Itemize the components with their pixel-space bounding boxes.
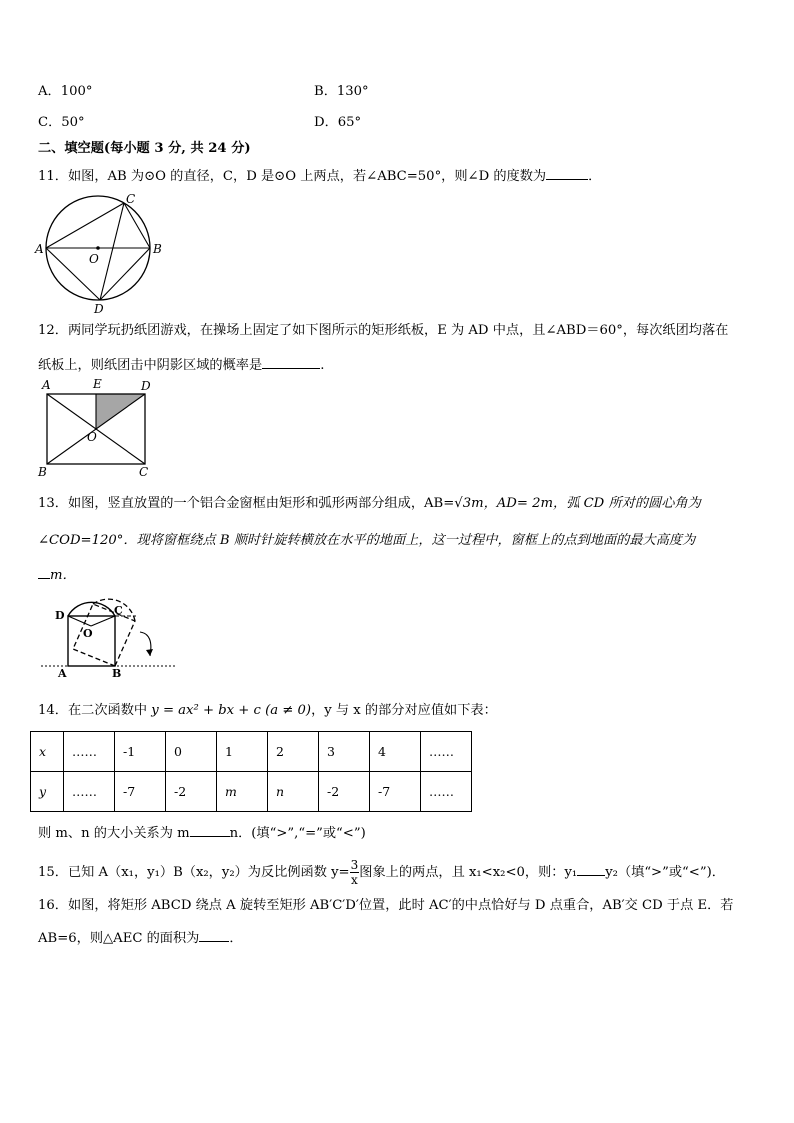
- q16-text: AB=6，则△AEC 的面积为: [38, 931, 200, 946]
- chord-bc: [124, 203, 150, 248]
- denominator: x: [351, 873, 358, 887]
- q11-text: 11．如图，AB 为⊙O 的直径，C，D 是⊙O 上两点，若∠ABC=50°，则∠D 的度数为: [38, 169, 547, 184]
- q14-text-a: 14．在二次函数中: [38, 703, 152, 718]
- q13-text-b: m，AD= 2m，弧 CD 所对的圆心角为: [471, 496, 701, 511]
- answer-blank: [546, 166, 588, 180]
- q14-text-b: ，y 与 x 的部分对应值如下表：: [311, 703, 497, 718]
- label-a: A: [42, 378, 51, 392]
- question-13-line3: [38, 565, 76, 585]
- question-12-line1: 12．两同学玩扔纸团游戏，在操场上固定了如下图所示的矩形纸板，E 为 AD 中点，且∠ABD＝60°，每次纸团均落在: [38, 323, 729, 338]
- q13-end: m．: [50, 568, 76, 583]
- q12-rectangle-figure: [34, 376, 159, 480]
- table-cell: ……: [421, 732, 472, 772]
- question-15: [38, 858, 725, 887]
- question-14: [38, 702, 497, 720]
- table-cell: ……: [64, 732, 115, 772]
- q15-text-c: y₂（填“>”或“<”)．: [605, 865, 725, 880]
- arrow-head: [146, 649, 153, 656]
- numerator: 3: [350, 858, 359, 872]
- table-cell: 0: [166, 732, 217, 772]
- answer-blank: [199, 928, 229, 942]
- label-e: E: [93, 377, 102, 391]
- label-d: D: [55, 609, 65, 622]
- section-title: 二、填空题(每小题 3 分, 共 24 分): [38, 141, 251, 156]
- table-cell: 1: [217, 732, 268, 772]
- table-cell: x: [31, 732, 64, 772]
- table-cell: -7: [115, 772, 166, 812]
- q14-after-a: 则 m、n 的大小关系为 m: [38, 826, 190, 841]
- value-table: [30, 731, 472, 812]
- table-cell: n: [268, 772, 319, 812]
- answer-blank: [577, 862, 605, 876]
- table-cell: ……: [421, 772, 472, 812]
- table-cell: -7: [370, 772, 421, 812]
- fraction-3-over-x: [350, 858, 360, 887]
- table-cell: -2: [166, 772, 217, 812]
- label-b: B: [153, 242, 162, 256]
- function-expression: y = ax² + bx + c (a ≠ 0): [151, 703, 312, 718]
- table-cell: 3: [319, 732, 370, 772]
- answer-blank: [262, 355, 320, 369]
- label-c: C: [114, 604, 123, 617]
- question-11: [38, 166, 601, 186]
- answer-blank: [38, 565, 50, 579]
- table-cell: ……: [64, 772, 115, 812]
- q15-text-b: 图象上的两点，且 x₁<x₂<0，则：y₁: [359, 865, 578, 880]
- q14-after-b: n．(填“>”,“=”或“<”): [229, 826, 366, 841]
- label-c: C: [139, 465, 149, 479]
- table-row-x: [31, 732, 472, 772]
- window-rectangle: [68, 616, 115, 666]
- q16-end: ．: [229, 931, 243, 946]
- label-a: A: [35, 242, 44, 256]
- label-o: O: [89, 252, 99, 266]
- q12-end: .: [320, 358, 325, 373]
- q12-text: 纸板上，则纸团击中阴影区域的概率是: [38, 358, 263, 373]
- label-d: D: [141, 379, 151, 393]
- label-a: A: [58, 667, 67, 680]
- option-c: C．50°: [38, 115, 85, 130]
- question-14-answer: [38, 823, 366, 843]
- option-d: D．65°: [314, 115, 362, 130]
- q15-text-a: 15．已知 A（x₁，y₁）B（x₂，y₂）为反比例函数 y=: [38, 865, 350, 880]
- q11-end: ．: [588, 169, 602, 184]
- question-16-line2: [38, 928, 243, 948]
- label-o: O: [83, 627, 93, 640]
- question-12-line2: [38, 355, 324, 375]
- label-o: O: [87, 430, 97, 444]
- label-b: B: [112, 667, 122, 680]
- q13-window-figure: [36, 584, 181, 680]
- q13-text-a: 13．如图，竖直放置的一个铝合金窗框由矩形和弧形两部分组成，AB=: [38, 496, 455, 511]
- window-arc: [68, 602, 115, 616]
- table-cell: 2: [268, 732, 319, 772]
- center-point: [96, 246, 100, 250]
- label-d: D: [94, 302, 104, 315]
- option-a: A．100°: [38, 84, 93, 99]
- label-b: B: [38, 465, 47, 479]
- table-row-y: [31, 772, 472, 812]
- sqrt3: √3: [454, 496, 472, 511]
- option-b: B．130°: [314, 84, 369, 99]
- answer-blank: [190, 823, 230, 837]
- table-cell: y: [31, 772, 64, 812]
- chord-ac: [46, 203, 124, 248]
- q11-circle-figure: [30, 190, 165, 315]
- table-cell: m: [217, 772, 268, 812]
- chord-cd: [100, 203, 124, 300]
- table-cell: -1: [115, 732, 166, 772]
- table-cell: 4: [370, 732, 421, 772]
- question-13-line2: ∠COD=120°．现将窗框绕点 B 顺时针旋转横放在水平的地面上，这一过程中，窗框上的点到地面的最大高度为: [38, 533, 696, 548]
- label-c: C: [126, 192, 136, 206]
- table-cell: -2: [319, 772, 370, 812]
- question-13-line1: [38, 495, 701, 513]
- question-16-line1: 16．如图，将矩形 ABCD 绕点 A 旋转至矩形 AB′C′D′位置，此时 AC′的中点恰好与 D 点重合，AB′交 CD 于点 E．若: [38, 898, 734, 913]
- radius-oc: [91, 616, 115, 626]
